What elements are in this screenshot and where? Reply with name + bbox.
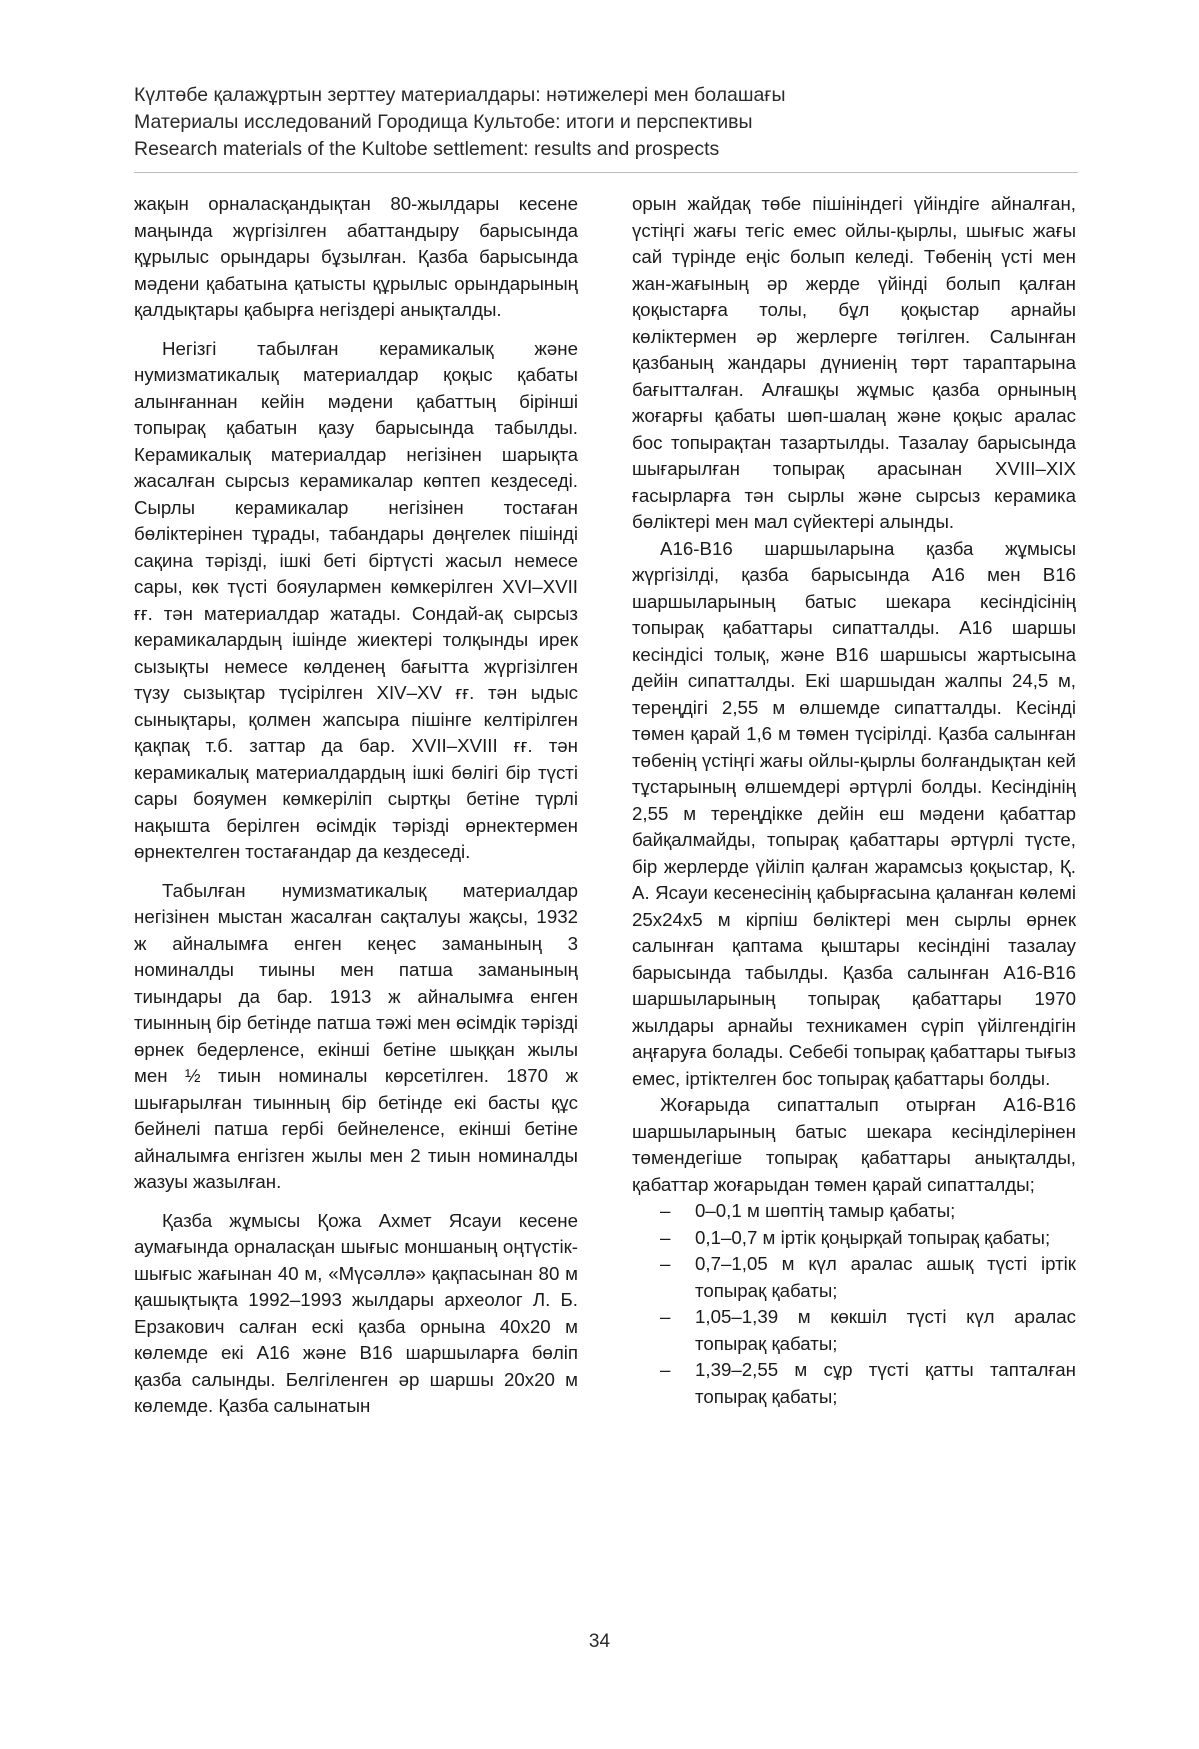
right-column [632,191,1076,1410]
list-item-text: 0–0,1 м шөптің тамыр қабаты; [695,1200,956,1221]
left-column [134,191,578,1420]
paragraph: Негізгі табылған керамикалық және нумизматикалық материалдар қоқыс қабаты алынғаннан кейін мәдени қабаттың бірінші топырақ қабатын қазу барысында табылды. Керамикалық материалдар негізінен шарықта жасалған сырсыз керамикалар көптеп кездеседі. Сырлы керамикалар негізінен тостаған бөліктерінен тұрады, табандары дөңгелек пішінді сақина тәрізді, ішкі беті біртүсті жасыл немесе сары, көк түсті бояулармен көмкерілген XVI–XVII ғғ. тән материалдар жатады. Сондай-ақ сырсыз керамикалардың ішінде жиектері толқынды ирек сызықты немесе көлденең бағытта жүргізілген түзу сызықтар түсірілген XIV–XV ғғ. тән ыдыс сынықтары, қолмен жапсыра пішінге келтірілген қақпақ т.б. заттар да бар. XVII–XVIII ғғ. тән керамикалық материалдардың ішкі бөлігі бір түсті сары бояумен көмкеріліп сыртқы бетіне түрлі нақышта берілген өсімдік тәрізді өрнектермен өрнектелген тостағандар да кездеседі. [134,337,578,862]
list-item-text: 0,7–1,05 м күл аралас ашық түсті іртік топырақ қабаты; [695,1253,1076,1301]
header-title-english: Research materials of the Kultobe settlement: results and prospects [134,138,720,160]
list-dash: – [660,1200,671,1221]
header-title-kazakh: Күлтөбе қалажұртын зерттеу материалдары: нәтижелері мен болашағы [134,84,786,106]
header-title-russian: Материалы исследований Городища Культобе: итоги и перспективы [134,111,753,133]
list-item-text: 1,05–1,39 м көкшіл түсті күл аралас топырақ қабаты; [695,1306,1076,1354]
paragraph: жақын орналасқандықтан 80-жылдары кесене маңында жүргізілген абаттандыру барысында құрылыс орындары бұзылған. Қазба барысында мәдени қабатына қатысты құрылыс орындарының қалдықтары қабырға негіздері анықталды. [134,193,578,320]
list-item [632,1304,1076,1357]
paragraph: Жоғарыда сипатталып отырған А16-В16 шаршыларының батыс шекара кесінділерінен төмендегіше топырақ қабаттары анықталды, қабаттар жоғарыдан төмен қарай сипатталды; [632,1094,1076,1195]
list-dash: – [660,1253,671,1274]
list-item-text: 1,39–2,55 м сұр түсті қатты тапталған топырақ қабаты; [695,1359,1076,1407]
paragraph: Табылған нумизматикалық материалдар негізінен мыстан жасалған сақталуы жақсы, 1932 ж айналымға енген кеңес заманының 3 номиналды тиыны мен патша заманының тиындары да бар. 1913 ж айналымға енген тиынның бір бетінде патша тәжі мен өсімдік тәрізді өрнек бедерленсе, екінші бетіне шыққан жылы мен ½ тиын номиналы көрсетілген. 1870 ж шығарылған тиынның бір бетінде екі басты құс бейнелі патша гербі бейнеленсе, екінші бетіне айналымға енгізген жылы мен 2 тиын номиналды жазуы жазылған. [134,879,578,1192]
list-dash: – [660,1226,671,1248]
paragraph: Қазба жұмысы Қожа Ахмет Ясауи кесене аумағында орналасқан шығыс моншаның оңтүстік-шығыс жағынан 40 м, «Мүсәллә» қақпасынан 80 м қашықтықта 1992–1993 жылдары археолог Л. Б. Ерзакович салған ескі қазба орнына 40х20 м көлемде екі А16 және В16 шаршыларға бөліп қазба салынды. Белгіленген әр шаршы 20х20 м көлемде. Қазба салынатын [134,1209,578,1416]
list-dash: – [660,1306,671,1327]
header-divider [134,172,1078,173]
list-item [632,1198,1076,1225]
soil-layer-list [632,1198,1076,1410]
running-header [134,82,1078,163]
list-item [632,1357,1076,1410]
page-number: 34 [588,1631,611,1652]
paragraph: А16-В16 шаршыларына қазба жұмысы жүргізілді, қазба барысында А16 мен В16 шаршыларының батыс шекара кесіндісінің топырақ қабаттары сипатталды. А16 шаршы кесіндісі толық, және В16 шаршысы жартысына дейін сипатталды. Екі шаршыдан жалпы 24,5 м, тереңдігі 2,55 м өлшемде сипатталды. Кесінді төмен қарай 1,6 м төмен түсірілді. Қазба салынған төбенің үстіңгі жағы ойлы-қырлы болғандықтан кей тұстарының өлшемдері әртүрлі болды. Кесіндінің 2,55 м тереңдікке дейін еш мәдени қабаттар байқалмайды, топырақ қабаттары әртүрлі түсте, бір жерлерде үйіліп қалған жарамсыз қоқыстар, Қ. А. Ясауи кесенесінің қабырғасына қаланған көлемі 25х24х5 м кірпіш бөліктері мен сырлы өрнек салынған қаптама қыштары кесіндіні тазалау барысында табылды. Қазба салынған А16-В16 шаршыларының топырақ қабаттары 1970 жылдары арнайы техникамен сүріп үйілгендігін аңғаруға болады. Себебі топырақ қабаттары тығыз емес, іртіктелген бос топырақ қабаттары болды. [632,537,1076,1089]
list-item [632,1225,1076,1252]
list-item [632,1251,1076,1304]
list-item-text: 0,1–0,7 м іртік қоңырқай топырақ қабаты; [695,1226,1051,1248]
paragraph: орын жайдақ төбе пішініндегі үйіндіге айналған, үстіңгі жағы тегіс емес ойлы-қырлы, шығыс жағы сай түрінде еңіс болып келеді. Төбенің үсті мен жан-жағының әр жерде үйінді болып қалған қоқыстарға толы, бұл қоқыстар арнайы көліктермен әр жерлерге төгілген. Салынған қазбаның жандары дүниенің төрт тараптарына бағытталған. Алғашқы жұмыс қазба орнының жоғарғы қабаты шөп-шалаң және қоқыс аралас бос топырақтан тазартылды. Тазалау барысында шығарылған топырақ арасынан XVIII–XIX ғасырларға тән сырлы және сырсыз керамика бөліктері мен мал сүйектері алынды. [632,193,1076,532]
list-dash: – [660,1359,671,1380]
